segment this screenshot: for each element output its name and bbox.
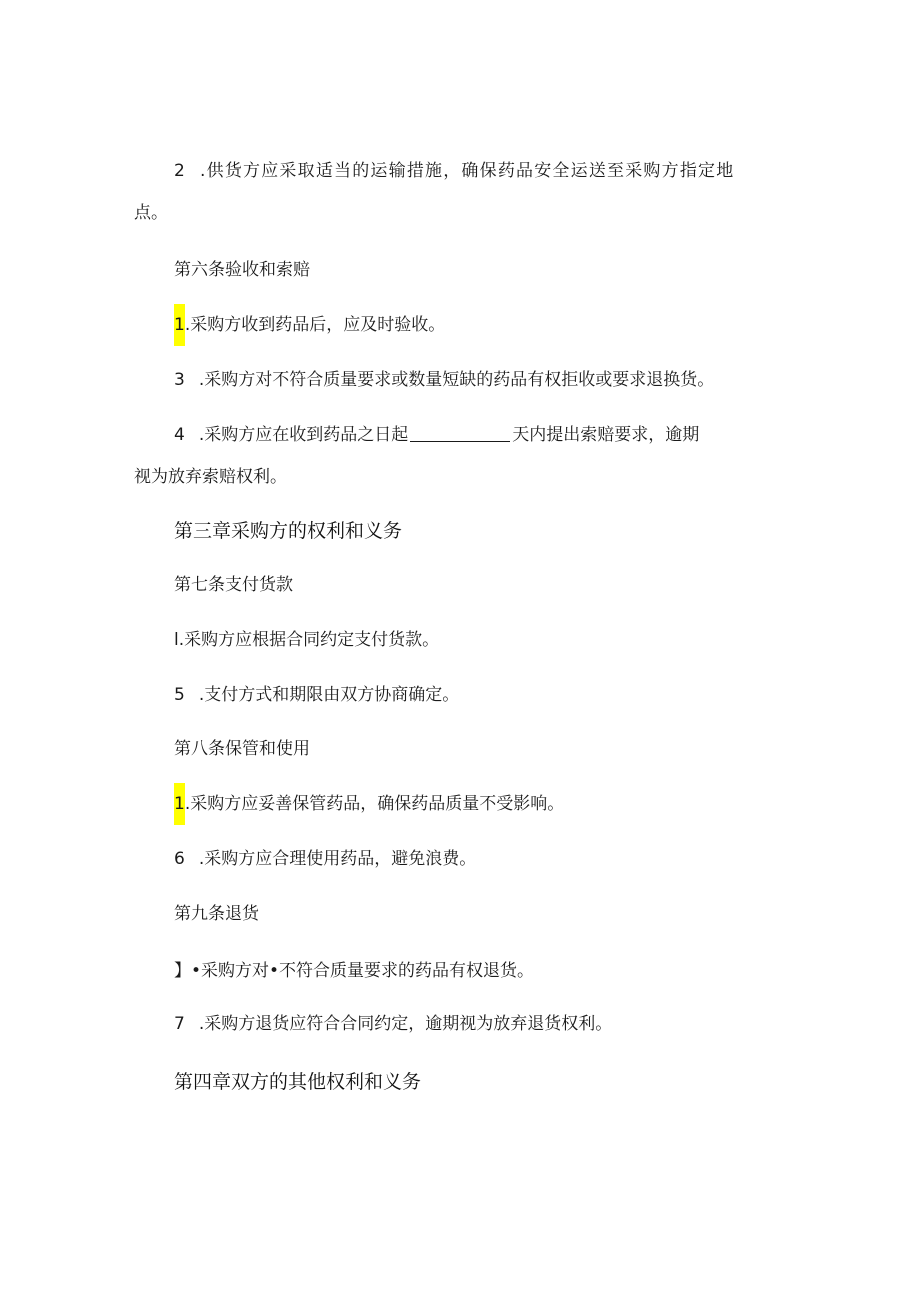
paragraph-return-terms xyxy=(174,1013,612,1035)
paragraph-continuation: 点。 xyxy=(134,203,168,223)
paragraph-text: .采购方退货应符合合同约定，逾期视为放弃退货权利。 xyxy=(198,1014,613,1034)
fill-in-blank[interactable] xyxy=(410,425,510,442)
item-number: 7 xyxy=(174,1014,185,1034)
highlighted-item-number: 1 xyxy=(174,783,185,825)
paragraph-text: .采购方应根据合同约定支付货款。 xyxy=(178,630,440,650)
paragraph-text: 天内提出索赔要求，逾期 xyxy=(512,425,700,445)
chapter-title-4: 第四章双方的其他权利和义务 xyxy=(174,1071,422,1093)
paragraph-payment-terms xyxy=(174,684,459,706)
item-number: 2 xyxy=(174,161,187,181)
paragraph-text: .采购方应在收到药品之日起 xyxy=(198,425,409,445)
paragraph-continuation: 视为放弃索赔权利。 xyxy=(134,467,287,487)
paragraph-text: .采购方对不符合质量要求或数量短缺的药品有权拒收或要求退换货。 xyxy=(198,370,715,390)
item-number: 】• xyxy=(174,961,202,981)
paragraph-inspection xyxy=(174,314,445,336)
paragraph-text: .供货方应采取适当的运输措施，确保药品安全运送至采购方指定地 xyxy=(200,161,735,181)
item-number: l xyxy=(174,630,179,650)
item-number: 4 xyxy=(174,425,185,445)
article-title-acceptance: 第六条验收和索赔 xyxy=(174,260,310,280)
highlighted-item-number: 1 xyxy=(174,304,185,346)
paragraph-text: .采购方应合理使用药品，避免浪费。 xyxy=(198,849,477,869)
paragraph-storage xyxy=(174,793,564,815)
paragraph-usage xyxy=(174,848,476,870)
item-number: 3 xyxy=(174,370,185,390)
article-title-storage: 第八条保管和使用 xyxy=(174,739,310,759)
item-number: 5 xyxy=(174,685,185,705)
paragraph-return-right xyxy=(174,960,534,982)
paragraph-text: .采购方应妥善保管药品，确保药品质量不受影响。 xyxy=(184,794,565,814)
article-title-payment: 第七条支付货款 xyxy=(174,575,293,595)
article-title-return: 第九条退货 xyxy=(174,904,259,924)
chapter-title-3: 第三章采购方的权利和义务 xyxy=(174,520,403,542)
paragraph-claim xyxy=(174,424,699,446)
paragraph-text: .采购方收到药品后，应及时验收。 xyxy=(184,315,446,335)
item-number: 6 xyxy=(174,849,185,869)
paragraph-transport xyxy=(174,160,734,182)
paragraph-text: 采购方对•不符合质量要求的药品有权退货。 xyxy=(201,961,535,981)
paragraph-pay xyxy=(174,629,439,651)
paragraph-text: .支付方式和期限由双方协商确定。 xyxy=(198,685,460,705)
paragraph-rejection xyxy=(174,369,714,391)
